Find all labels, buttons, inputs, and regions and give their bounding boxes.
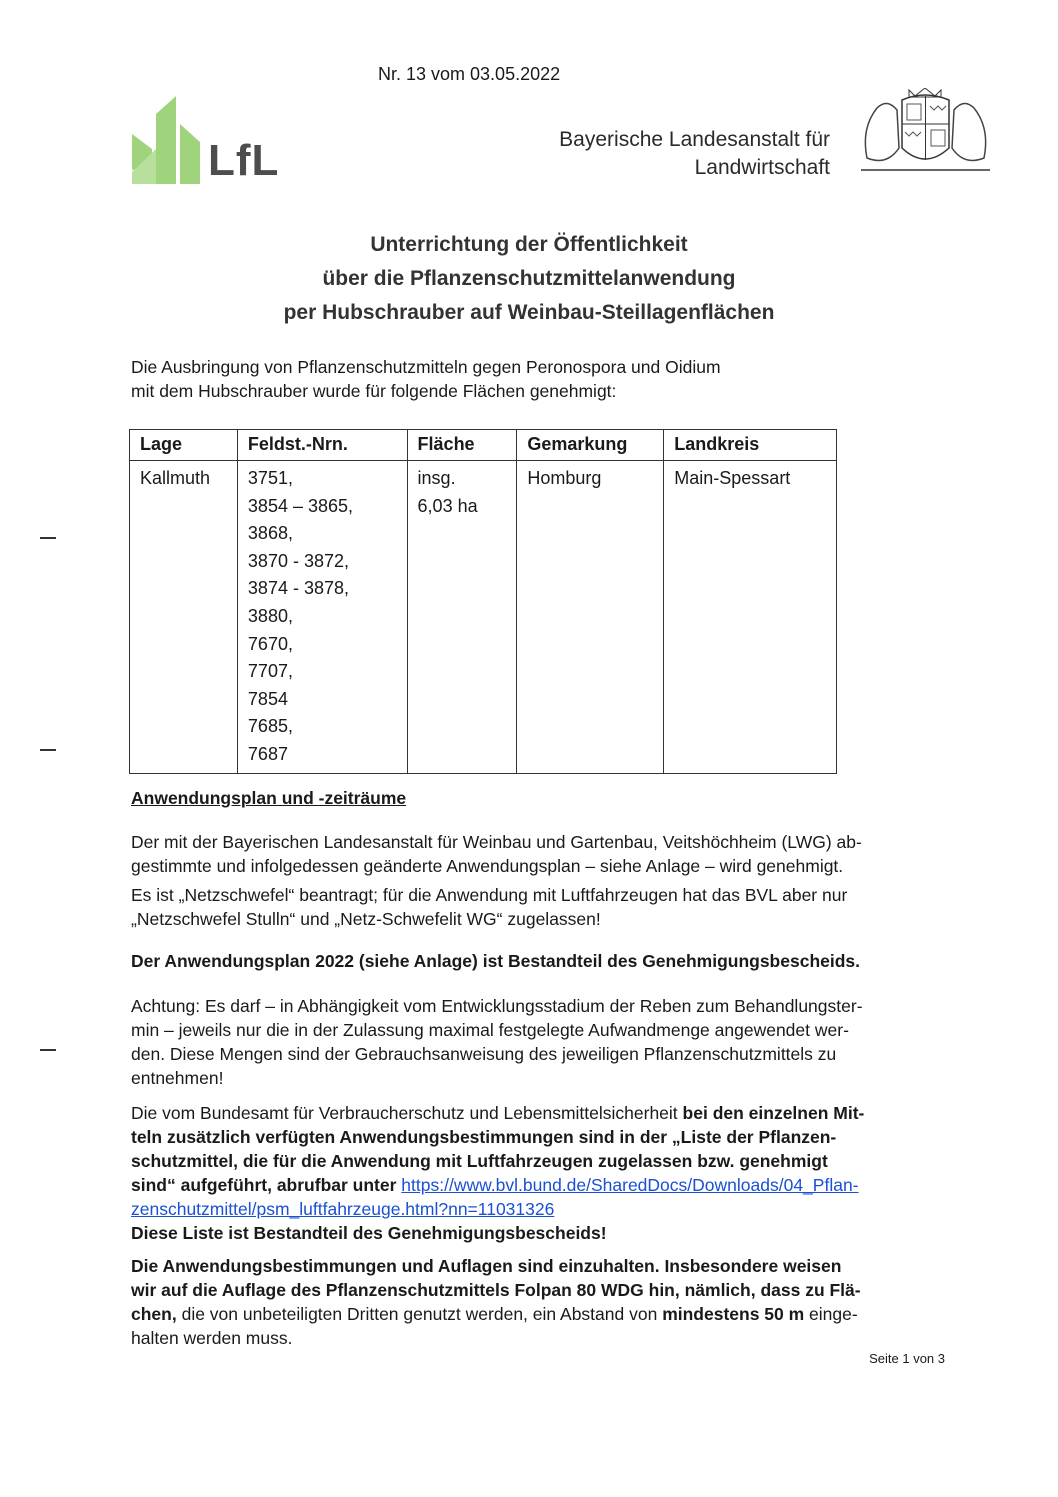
flaeche-line-1: insg. (417, 468, 456, 488)
feldst-item: 3751, (247, 468, 293, 488)
bavarian-coat-of-arms-icon (857, 88, 994, 174)
cell-gemarkung (517, 461, 664, 774)
cell-feldst (237, 461, 407, 774)
margin-mark (40, 749, 56, 751)
cell-landkreis (664, 461, 837, 774)
auflagen-text: die von unbeteiligten Dritten genutzt werden, ein Abstand von (176, 1304, 663, 1324)
paragraph-line: Die Anwendungsbestimmungen und Auflagen sind einzuhalten. Insbesondere weisen (131, 1256, 842, 1276)
paragraph-achtung (131, 994, 931, 1090)
feldst-item: 7687 (247, 743, 288, 764)
paragraph-line: den. Diese Mengen sind der Gebrauchsanweisung des jeweiligen Pflanzenschutzmittels zu (131, 1044, 837, 1064)
header-gemarkung: Gemarkung (517, 430, 664, 461)
title-line-2: über die Pflanzenschutzmittelanwendung (322, 267, 736, 290)
institution-line-1: Bayerische Landesanstalt für (559, 128, 830, 151)
bvl-link-part-1[interactable]: https://www.bvl.bund.de/SharedDocs/Downloads/04_Pflan- (401, 1175, 859, 1195)
paragraph-bvl (131, 1101, 931, 1245)
paragraph-line (131, 1302, 931, 1326)
feldst-item: 7707, (247, 661, 293, 682)
bvl-text: Die vom Bundesamt für Verbraucherschutz und Lebensmittelsicherheit (131, 1103, 683, 1123)
bvl-link-part-2[interactable]: zenschutzmittel/psm_luftfahrzeuge.html?nn=11031326 (131, 1199, 555, 1219)
cell-lage (130, 461, 238, 774)
header-landkreis: Landkreis (664, 430, 837, 461)
cell-flaeche (407, 461, 517, 774)
paragraph-line: Es ist „Netzschwefel“ beantragt; für die Anwendung mit Luftfahrzeugen hat das BVL aber nur (131, 885, 848, 905)
document-title (0, 228, 1058, 330)
paragraph-line: schutzmittel, die für die Anwendung mit Luftfahrzeugen zugelassen bzw. genehmigt (131, 1151, 828, 1171)
flaeche-line-2: 6,03 ha (417, 495, 478, 516)
section-heading: Anwendungsplan und -zeiträume (131, 788, 407, 808)
paragraph-line: teln zusätzlich verfügten Anwendungsbestimmungen sind in der „Liste der Pflanzen- (131, 1127, 837, 1147)
paragraph-netzschwefel (131, 883, 931, 931)
table-row (130, 461, 837, 774)
auflagen-text: einge- (804, 1304, 858, 1324)
header-lage: Lage (130, 430, 238, 461)
paragraph-auflagen (131, 1254, 931, 1350)
paragraph-line (131, 1197, 931, 1221)
feldst-item: 3868, (247, 523, 293, 544)
gemarkung-value: Homburg (527, 468, 602, 488)
paragraph-line: halten werden muss. (131, 1328, 293, 1348)
intro-line-2: mit dem Hubschrauber wurde für folgende Flächen genehmigt: (131, 381, 617, 401)
title-line-1: Unterrichtung der Öffentlichkeit (370, 233, 688, 256)
margin-mark (40, 537, 56, 539)
page-number: Seite 1 von 3 (869, 1351, 945, 1366)
institution-name (559, 126, 830, 182)
paragraph-line: Der mit der Bayerischen Landesanstalt für Weinbau und Gartenbau, Veitshöchheim (LWG) ab- (131, 832, 862, 852)
feldst-item: 7685, (247, 716, 293, 737)
areas-table (129, 429, 837, 774)
institution-line-2: Landwirtschaft (694, 156, 830, 179)
paragraph-line: gestimmte und infolgedessen geänderte Anwendungsplan – siehe Anlage – wird genehmigt. (131, 856, 844, 876)
feldst-item: 3874 - 3878, (247, 578, 350, 599)
intro-line-1: Die Ausbringung von Pflanzenschutzmitteln gegen Peronospora und Oidium (131, 357, 721, 377)
intro-paragraph (131, 355, 931, 403)
header-flaeche: Fläche (407, 430, 517, 461)
paragraph-line (131, 1101, 931, 1125)
paragraph-line (131, 1173, 931, 1197)
paragraph-bestandteil: Der Anwendungsplan 2022 (siehe Anlage) ist Bestandteil des Genehmigungsbescheids. (131, 951, 861, 971)
paragraph-line: wir auf die Auflage des Pflanzenschutzmittels Folpan 80 WDG hin, nämlich, dass zu Flä- (131, 1280, 861, 1300)
title-line-3: per Hubschrauber auf Weinbau-Steillagenflächen (283, 301, 775, 324)
feldst-item: 3880, (247, 605, 293, 626)
feldst-item: 7854 (247, 688, 288, 709)
feldst-item: 7670, (247, 633, 293, 654)
paragraph-line: „Netzschwefel Stulln“ und „Netz-Schwefelit WG“ zugelassen! (131, 909, 601, 929)
lage-value: Kallmuth (140, 468, 211, 488)
paragraph-line: Achtung: Es darf – in Abhängigkeit vom Entwicklungsstadium der Reben zum Behandlungster- (131, 996, 863, 1016)
auflagen-bold-text: chen, (131, 1304, 177, 1324)
paragraph-line: Diese Liste ist Bestandteil des Genehmigungsbescheids! (131, 1223, 607, 1243)
header-feldst: Feldst.-Nrn. (237, 430, 407, 461)
issue-number: Nr. 13 vom 03.05.2022 (378, 64, 561, 84)
feldst-item: 3854 – 3865, (247, 495, 354, 516)
paragraph-plan (131, 830, 931, 878)
feldst-item: 3870 - 3872, (247, 550, 350, 571)
bvl-bold-text: sind“ aufgeführt, abrufbar unter (131, 1175, 402, 1195)
paragraph-line: entnehmen! (131, 1068, 224, 1088)
lfl-logo-text: LfL (208, 136, 280, 185)
landkreis-value: Main-Spessart (674, 468, 791, 488)
bvl-bold-text: bei den einzelnen Mit- (682, 1103, 865, 1123)
paragraph-line: min – jeweils nur die in der Zulassung maximal festgelegte Aufwandmenge angewendet wer- (131, 1020, 849, 1040)
auflagen-bold-text: mindestens 50 m (662, 1304, 805, 1324)
margin-mark (40, 1049, 56, 1051)
table-header-row (130, 430, 837, 461)
